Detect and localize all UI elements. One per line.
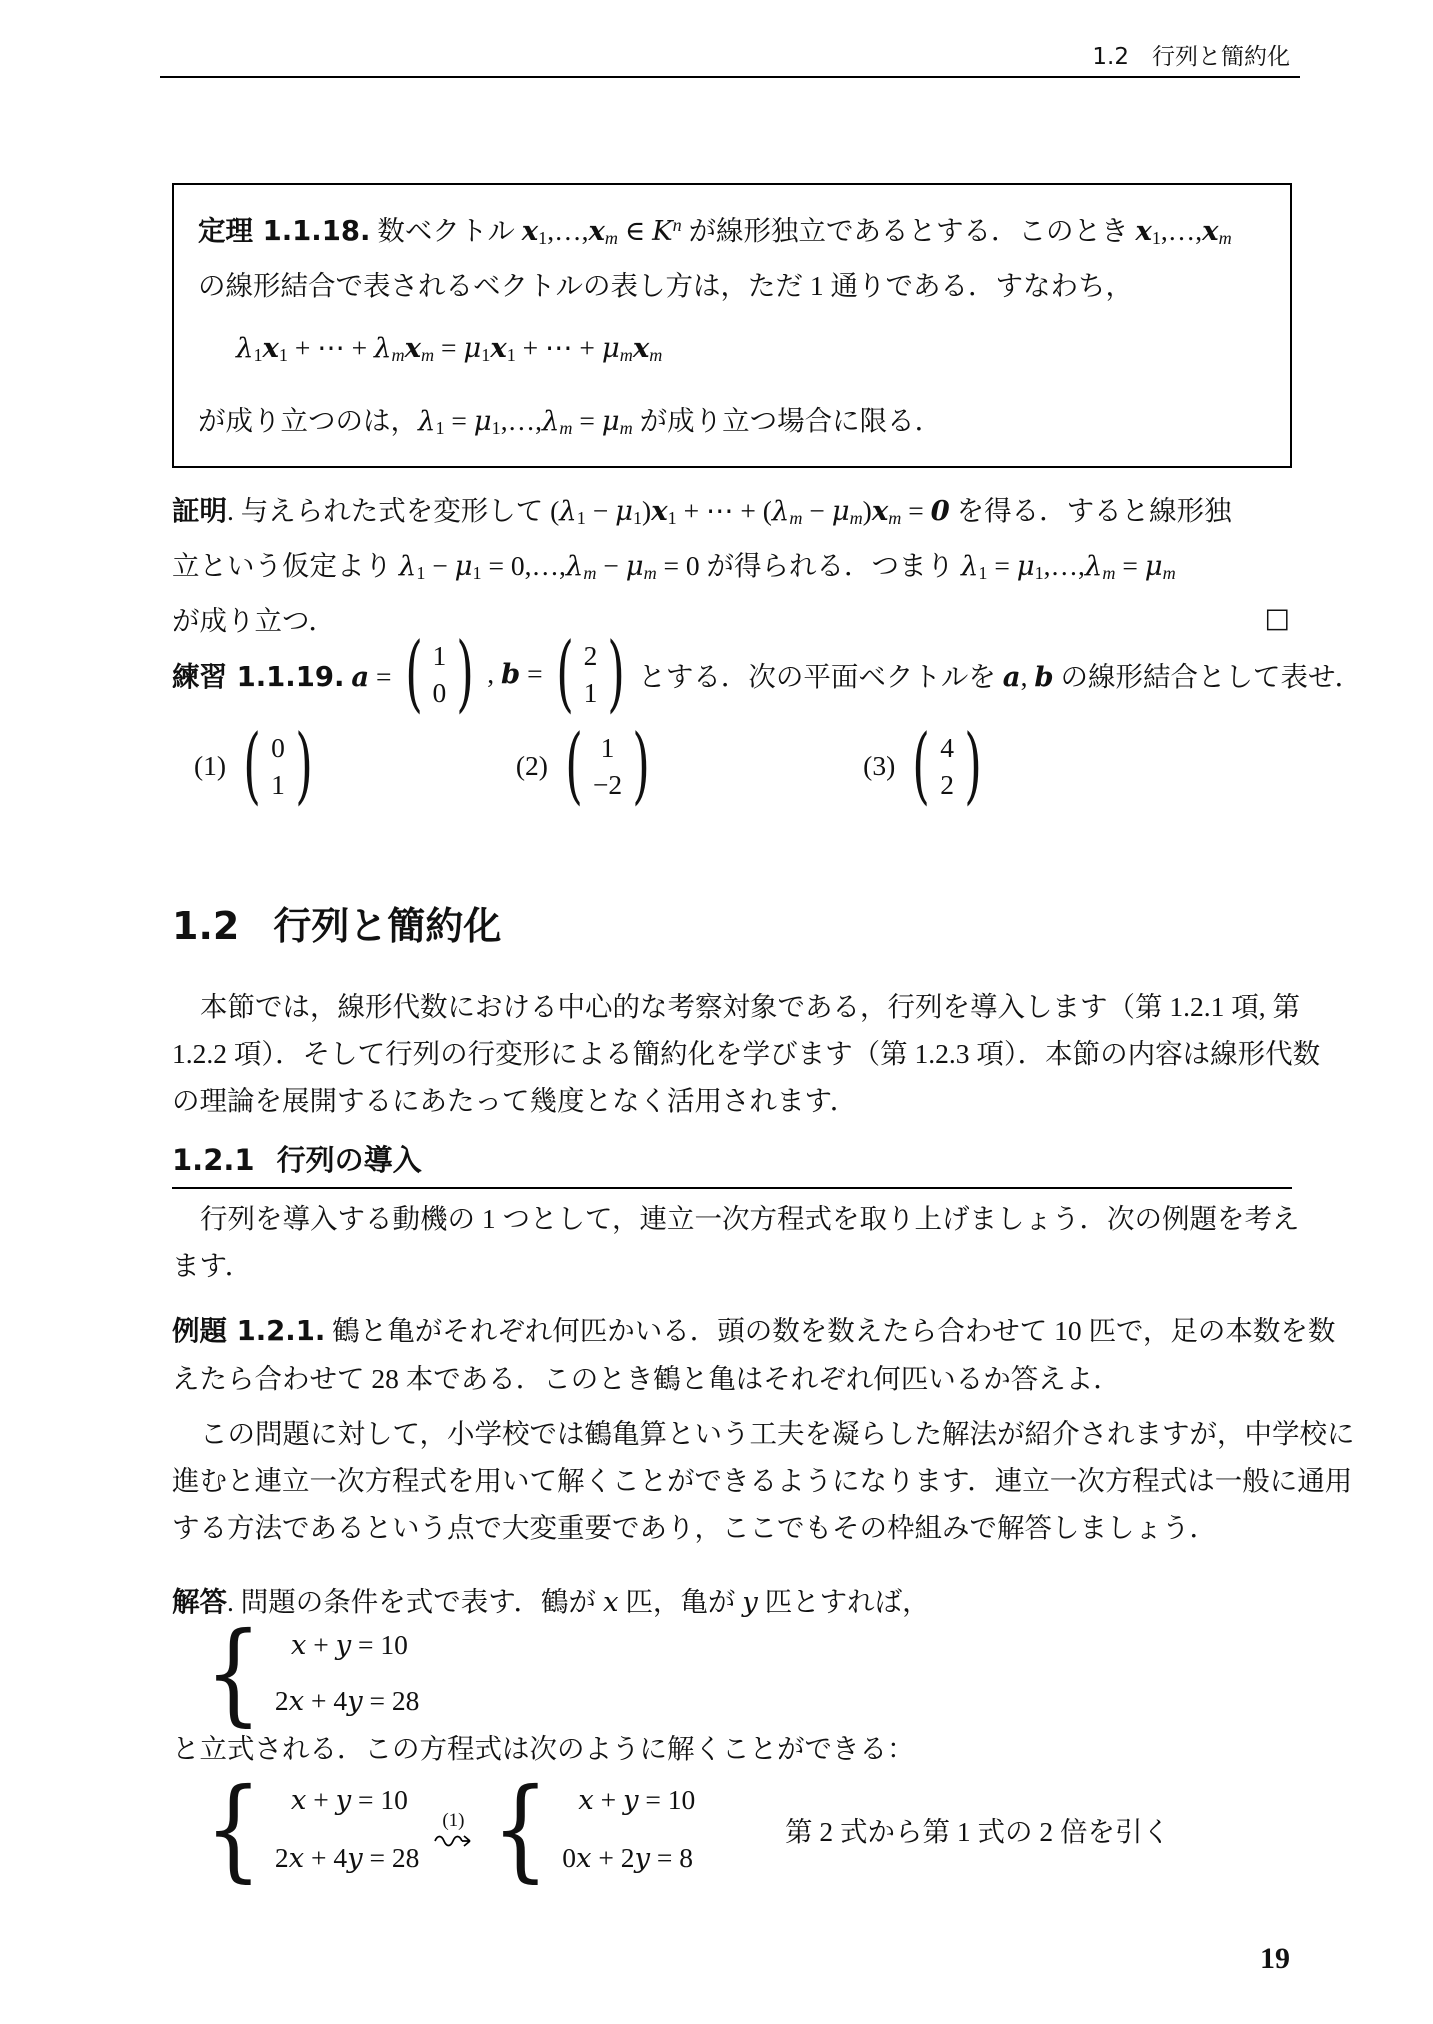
text-segment: y [335, 1629, 352, 1661]
text-segment: μ [1016, 549, 1035, 582]
text-segment: x [490, 332, 507, 365]
item-label: (2) [515, 750, 548, 781]
text-segment: とする．次の平面ベクトルを [638, 661, 1003, 692]
text-segment: m [789, 507, 803, 528]
text-segment: 例題 1.2.1. [172, 1315, 326, 1347]
text-segment: m [619, 345, 633, 366]
text-segment: 鶴と亀がそれぞれ何匹かいる．頭の数を数えたら合わせて 10 匹で，足の本数を数 [325, 1315, 1336, 1346]
text-segment: . 与えられた式を変形して ( [227, 495, 560, 526]
exercise-item-1 [194, 717, 326, 814]
left-paren: ( [555, 625, 574, 722]
text-segment: = 10 [638, 1784, 696, 1815]
left-paren: ( [404, 625, 423, 722]
header-rule [160, 76, 1300, 78]
text-segment: = 28 [362, 1685, 420, 1716]
system-before [200, 1764, 420, 1893]
text-segment: + 4 [304, 1842, 348, 1873]
text-segment: x [588, 215, 605, 248]
text-segment: y [742, 1586, 758, 1618]
paragraph-line: この問題に対して，小学校では鶴亀算という工夫を凝らした解法が紹介されますが，中学校に [200, 1418, 1355, 1449]
text-segment: + [306, 1784, 336, 1815]
vector-a-row-1: 1 [432, 640, 447, 671]
text-segment: = [444, 405, 474, 437]
paragraph-line: ます． [172, 1250, 253, 1281]
proof-line-1 [172, 487, 1292, 542]
equation-system-1 [172, 1608, 1292, 1737]
text-segment: 1 [491, 418, 501, 439]
text-segment: 匹とすれば， [757, 1586, 930, 1617]
text-segment: m [643, 562, 657, 583]
text-segment: 1 [538, 228, 548, 249]
text-segment: + 4 [304, 1685, 348, 1716]
text-segment: の線形結合で表されるベクトルの表し方は，ただ 1 通りである．すなわち， [198, 270, 1133, 302]
subsection-number: 1.2.1 [172, 1143, 255, 1177]
section-intro-paragraph [172, 983, 1321, 1124]
equation-row-2 [275, 1829, 420, 1887]
text-segment: − [802, 495, 832, 526]
text-segment: − [425, 549, 455, 581]
left-brace: { [205, 1608, 262, 1737]
text-segment: K [652, 215, 673, 248]
subsection-rule [172, 1187, 1292, 1189]
text-segment: が成り立つ場合に限る． [632, 405, 943, 437]
theorem-equation [236, 324, 1266, 379]
text-segment: − [585, 495, 616, 526]
text-segment: ∈ [617, 215, 653, 247]
text-segment: y [623, 1784, 639, 1816]
text-segment: m [391, 345, 405, 366]
theorem-line-1 [198, 202, 1266, 262]
vector-row-1: 1 [600, 732, 615, 763]
text-segment: x [288, 1685, 305, 1717]
text-segment: 1 [1151, 228, 1161, 249]
text-segment: 1 [667, 507, 677, 528]
section-title: 行列と簡約化 [273, 904, 502, 948]
text-segment: x [1135, 215, 1152, 248]
text-segment: + ⋯ + ( [676, 495, 772, 526]
text-segment: 練習 1.1.19. [172, 661, 345, 693]
text-segment: λ [418, 405, 436, 438]
example-line-2 [172, 1355, 1292, 1402]
item-label: (1) [194, 750, 227, 781]
text-segment: 1 [472, 562, 482, 583]
vector-a-row-2: 0 [432, 677, 447, 708]
exercise-item-2 [515, 717, 663, 814]
text-segment: μ [615, 495, 633, 527]
text-segment: 1 [506, 345, 516, 366]
text-segment: . 問題の条件を式で表す．鶴が [227, 1586, 603, 1617]
text-segment: μ [1144, 549, 1163, 582]
text-segment: 解答 [172, 1586, 227, 1618]
equation-row-1 [562, 1771, 695, 1829]
text-segment: 数ベクトル [370, 215, 522, 247]
theorem-line-2 [198, 262, 1266, 309]
text-segment: ) [642, 495, 652, 526]
equation-transformation [172, 1764, 1292, 1893]
text-segment: 1 [278, 345, 288, 366]
text-segment: m [583, 562, 597, 583]
example-block [172, 1307, 1336, 1402]
page-number: 19 [1260, 1942, 1290, 1975]
text-segment: = 8 [650, 1842, 694, 1873]
text-segment: x [871, 495, 889, 527]
text-segment: + 2 [591, 1842, 635, 1873]
theorem-box [172, 183, 1292, 468]
item-label: (3) [863, 750, 896, 781]
text-segment: μ [473, 405, 492, 438]
text-segment: 証明 [172, 495, 227, 527]
text-segment: m [1162, 562, 1176, 583]
text-segment: m [888, 507, 902, 528]
text-segment: = [434, 332, 464, 364]
column-vector [905, 717, 989, 814]
text-segment: x [602, 1586, 619, 1618]
text-segment: ,…, [1043, 549, 1085, 581]
left-paren: ( [565, 717, 583, 814]
text-segment: m [604, 228, 618, 249]
section-heading [172, 900, 1292, 952]
text-segment: m [420, 345, 435, 366]
equation-row-2 [562, 1829, 695, 1887]
text-segment: 1 [435, 418, 445, 439]
text-segment: y [634, 1842, 651, 1874]
text-segment: a [1002, 661, 1021, 693]
running-header: 1.2 行列と簡約化 [1092, 44, 1290, 70]
text-segment: 立という仮定より [172, 549, 399, 581]
text-segment: が成り立つのは， [198, 405, 418, 437]
proof-line-2 [172, 542, 1292, 597]
proof-block [172, 487, 1292, 645]
text-segment: n [672, 215, 682, 235]
text-segment: λ [236, 332, 254, 365]
connecting-sentence: と立式される．この方程式は次のように解くことができる： [172, 1733, 915, 1764]
paragraph-line: 1.2.2 項）．そして行列の行変形による簡約化を学びます（第 1.2.3 項）．本節の内容は線形代数 [172, 1038, 1321, 1069]
transformation-note: 第 2 式から第 1 式の 2 倍を引く [785, 1816, 1170, 1847]
exercise-head [172, 654, 392, 694]
text-segment: x [651, 495, 668, 527]
text-segment: + ⋯ + [288, 332, 375, 364]
text-segment: m [1102, 562, 1116, 583]
text-segment: λ [398, 549, 417, 582]
text-segment: λ [541, 405, 560, 438]
text-segment: x [521, 215, 539, 248]
text-segment: , [487, 658, 502, 689]
paragraph-line: する方法であるという点で大変重要であり，ここでもその枠組みで解答しましょう． [172, 1512, 1217, 1543]
text-segment: ,…, [547, 215, 589, 247]
text-segment: μ [601, 405, 620, 438]
text-segment: y [347, 1842, 363, 1874]
qed-box-icon: □ [1264, 602, 1290, 634]
text-segment: y [347, 1685, 363, 1717]
text-segment: μ [601, 332, 620, 365]
text-segment: ) [862, 495, 872, 526]
text-segment: x [632, 332, 650, 365]
text-segment: x [262, 332, 279, 365]
text-segment: = 10 [351, 1629, 408, 1660]
equation-row-2 [275, 1673, 420, 1729]
text-segment: m [849, 507, 863, 528]
exercise-item-3 [863, 717, 995, 814]
text-segment: x [404, 332, 421, 365]
vector-b [549, 625, 633, 722]
text-segment: = 10 [351, 1784, 408, 1815]
text-segment: 定理 1.1.18. [198, 215, 371, 248]
text-segment: = [572, 405, 602, 437]
text-segment: μ [454, 549, 473, 582]
squiggle-arrow-icon [433, 1832, 473, 1848]
exercise-tail [638, 654, 1362, 694]
text-segment: x [290, 1784, 307, 1816]
text-segment: λ [1084, 549, 1103, 582]
text-segment: , [1020, 661, 1035, 692]
text-segment: 1 [481, 345, 491, 366]
text-segment: μ [831, 495, 850, 527]
text-segment: a [351, 661, 370, 693]
text-segment: μ [625, 549, 644, 582]
text-segment: 0 [562, 1842, 576, 1873]
equation-row-1 [275, 1617, 420, 1673]
vector-row-1: 4 [940, 732, 954, 763]
text-segment: = 0,…, [481, 549, 566, 581]
right-paren: ) [456, 625, 475, 722]
text-segment: λ [559, 495, 577, 527]
left-paren: ( [912, 717, 931, 814]
text-segment: ,…, [1160, 215, 1203, 247]
theorem-line-3 [198, 397, 1266, 452]
text-segment: + ⋯ + [515, 332, 602, 364]
subsection-title: 行列の導入 [276, 1143, 422, 1177]
text-segment: = [520, 658, 543, 689]
text-segment: = 28 [362, 1842, 420, 1873]
text-segment: = [369, 661, 392, 692]
text-segment: 2 [274, 1842, 289, 1873]
right-paren: ) [964, 717, 982, 814]
right-paren: ) [632, 717, 650, 814]
equation-row-1 [275, 1771, 420, 1829]
text-segment: = 0 が得られる．つまり [656, 549, 961, 581]
vector-b-row-2: 1 [583, 677, 598, 708]
paragraph-line: 進むと連立一次方程式を用いて解くことができるようになります．連立一次方程式は一般に通用 [172, 1465, 1353, 1496]
text-segment: m [559, 418, 573, 439]
text-segment: λ [565, 549, 584, 582]
paragraph-line: 本節では，線形代数における中心的な考察対象である，行列を導入します（第 1.2.1 項, 第 [200, 991, 1300, 1022]
exercise-items [172, 717, 1292, 814]
text-segment: λ [960, 549, 979, 582]
text-segment: x [1202, 215, 1219, 248]
column-vector [558, 717, 657, 814]
text-segment: が線形独立であるとする．このとき [681, 215, 1136, 247]
left-paren: ( [243, 717, 261, 814]
text-segment: y [335, 1784, 352, 1816]
text-segment: m [649, 345, 663, 366]
text-segment: b [1034, 661, 1054, 693]
text-segment: x [575, 1842, 592, 1874]
exercise-between [487, 658, 542, 690]
vector-row-2: −2 [592, 769, 623, 800]
discussion-paragraph [172, 1410, 1355, 1551]
transform-arrow [433, 1810, 473, 1848]
text-segment: x [288, 1842, 305, 1874]
right-paren: ) [295, 717, 313, 814]
example-line-1 [172, 1307, 1336, 1355]
right-paren: ) [607, 625, 626, 722]
left-brace: { [492, 1764, 550, 1893]
vector-row-2: 2 [940, 769, 954, 800]
text-segment: を得る．すると線形独 [949, 495, 1232, 526]
text-segment: ,…, [500, 405, 542, 437]
text-segment: の線形結合として表せ． [1053, 661, 1363, 692]
system-after [487, 1764, 696, 1893]
text-segment: = [901, 495, 931, 526]
text-segment: x [578, 1784, 594, 1816]
text-segment: − [596, 549, 626, 581]
text-segment: えたら合わせて 28 本である．このとき鶴と亀はそれぞれ何匹いるか答えよ． [172, 1363, 1121, 1394]
vector-b-row-1: 2 [583, 640, 598, 671]
text-segment: λ [771, 495, 790, 527]
text-segment: m [1218, 228, 1232, 249]
text-segment: 1 [632, 507, 643, 528]
vector-row-2: 1 [271, 769, 285, 800]
text-segment: μ [463, 332, 482, 365]
subsection-intro-paragraph [172, 1195, 1300, 1289]
text-segment: 1 [416, 562, 426, 583]
text-segment: 0 [930, 495, 950, 527]
text-segment: x [290, 1629, 307, 1661]
column-vector [236, 717, 320, 814]
text-segment: b [501, 658, 521, 690]
text-segment: m [619, 418, 633, 439]
text-segment: λ [374, 332, 392, 365]
paragraph-line: 行列を導入する動機の 1 つとして，連立一次方程式を取り上げましょう．次の例題を考え [200, 1203, 1300, 1234]
text-segment: + [593, 1784, 623, 1815]
text-segment: = [1115, 549, 1145, 581]
left-brace: { [205, 1764, 262, 1893]
vector-row-1: 0 [271, 732, 285, 763]
text-segment: が成り立つ． [172, 604, 336, 636]
text-segment: 匹，亀が [618, 1586, 743, 1617]
paragraph-line: の理論を展開するにあたって幾度となく活用されます． [172, 1085, 858, 1116]
text-segment: 2 [274, 1685, 289, 1716]
text-segment: 1 [978, 562, 988, 583]
text-segment: 1 [576, 507, 586, 528]
text-segment: + [306, 1629, 336, 1660]
exercise-statement [172, 625, 1363, 722]
arrow-step-label: (1) [442, 1810, 465, 1831]
text-segment: 1 [1034, 562, 1044, 583]
text-segment: 1 [253, 345, 263, 366]
section-number: 1.2 [172, 904, 240, 948]
subsection-heading [172, 1140, 1292, 1180]
text-segment: = [987, 549, 1017, 581]
vector-a [398, 625, 482, 722]
